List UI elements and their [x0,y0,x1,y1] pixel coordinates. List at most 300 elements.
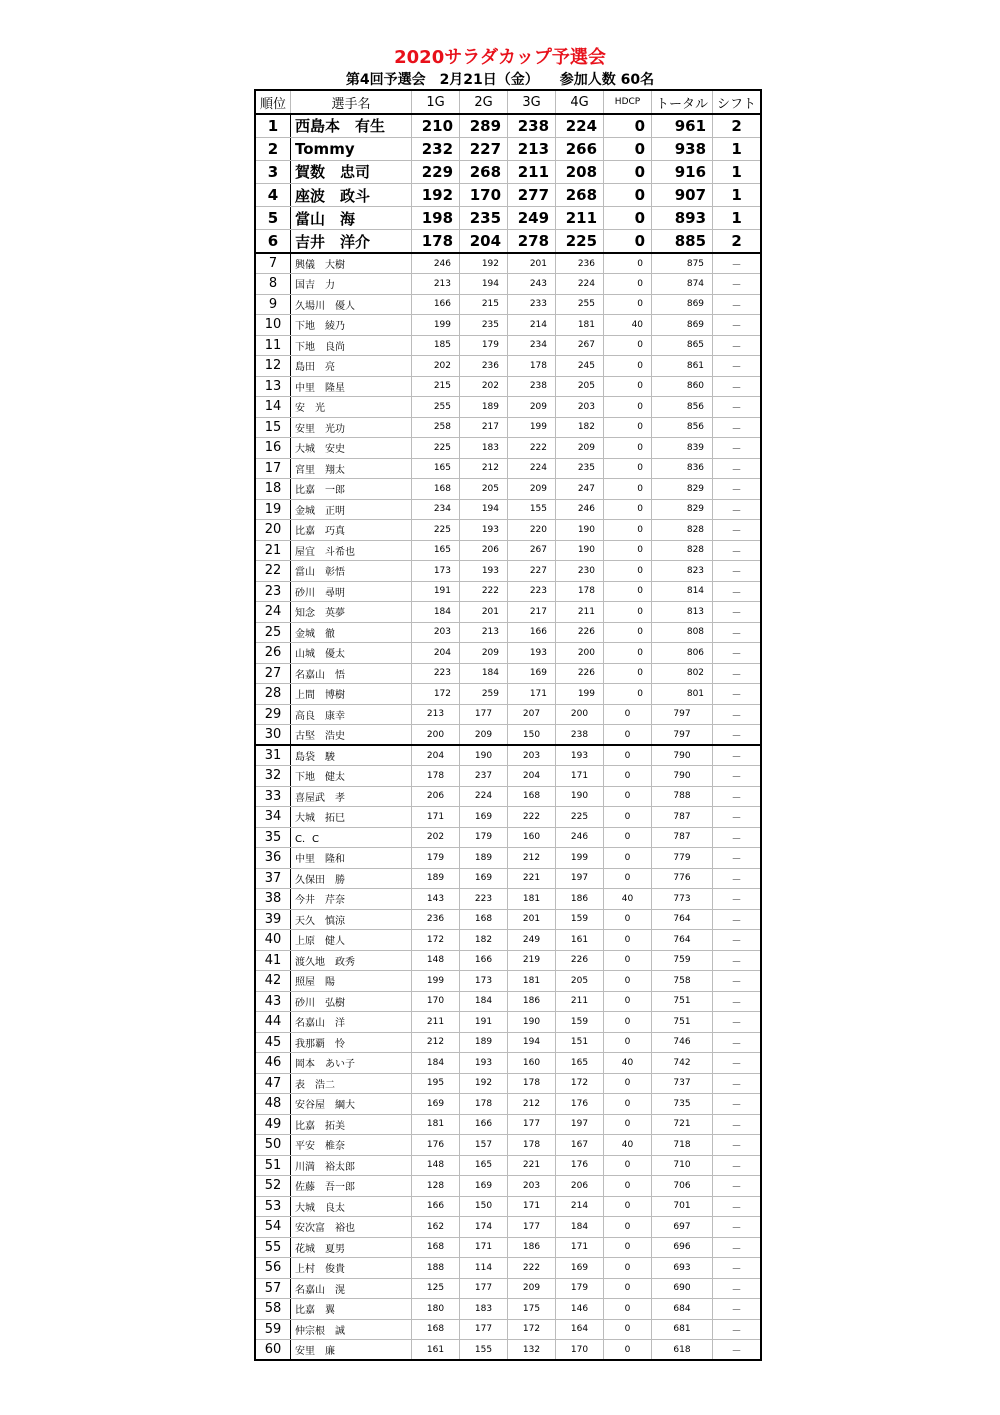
game2-cell: 157 [460,1135,508,1156]
hdcp-cell: 0 [604,1155,652,1176]
shift-cell: － [713,315,762,336]
hdcp-cell: 0 [604,114,652,137]
player-name-cell: 花城 夏男 [291,1237,412,1258]
game4-cell: 246 [556,499,604,520]
rank-cell: 52 [255,1176,291,1197]
game4-cell: 171 [556,1237,604,1258]
game4-cell: 235 [556,458,604,479]
game2-cell: 177 [460,1319,508,1340]
player-name-cell: 天久 慎涼 [291,909,412,930]
shift-cell: － [713,1237,762,1258]
shift-cell: － [713,1073,762,1094]
table-row [255,315,761,336]
game1-cell: 181 [412,1114,460,1135]
player-name-cell: 興儀 大樹 [291,253,412,274]
player-name-cell: 知念 英夢 [291,602,412,623]
game2-cell: 168 [460,909,508,930]
game2-cell: 183 [460,438,508,459]
game4-cell: 186 [556,889,604,910]
hdcp-cell: 0 [604,499,652,520]
shift-cell: － [713,1155,762,1176]
hdcp-cell: 0 [604,1217,652,1238]
shift-cell: － [713,1135,762,1156]
player-name-cell: Tommy [291,137,412,160]
hdcp-cell: 0 [604,971,652,992]
rank-cell: 50 [255,1135,291,1156]
game2-cell: 209 [460,643,508,664]
game4-cell: 247 [556,479,604,500]
shift-cell: － [713,704,762,725]
game2-cell: 165 [460,1155,508,1176]
table-row [255,438,761,459]
game1-cell: 178 [412,766,460,787]
game1-cell: 173 [412,561,460,582]
table-row [255,397,761,418]
game3-cell: 177 [508,1114,556,1135]
game1-cell: 148 [412,1155,460,1176]
game2-cell: 177 [460,704,508,725]
hdcp-cell: 0 [604,684,652,705]
hdcp-cell: 0 [604,356,652,377]
shift-cell: － [713,786,762,807]
game3-cell: 267 [508,540,556,561]
hdcp-cell: 0 [604,1012,652,1033]
rank-cell: 38 [255,889,291,910]
header-2g: 2G [460,90,508,114]
game2-cell: 194 [460,274,508,295]
shift-cell: － [713,438,762,459]
game1-cell: 162 [412,1217,460,1238]
rank-cell: 34 [255,807,291,828]
game2-cell: 212 [460,458,508,479]
game2-cell: 166 [460,1114,508,1135]
game2-cell: 179 [460,827,508,848]
game4-cell: 225 [556,807,604,828]
game1-cell: 246 [412,253,460,274]
game2-cell: 259 [460,684,508,705]
player-name-cell: 島袋 駿 [291,745,412,766]
hdcp-cell: 0 [604,991,652,1012]
player-name-cell: 砂川 尋明 [291,581,412,602]
game2-cell: 183 [460,1299,508,1320]
player-name-cell: 古堅 浩史 [291,725,412,746]
game2-cell: 178 [460,1094,508,1115]
table-row [255,458,761,479]
game4-cell: 170 [556,1340,604,1361]
hdcp-cell: 0 [604,253,652,274]
game1-cell: 195 [412,1073,460,1094]
game2-cell: 166 [460,950,508,971]
game2-cell: 169 [460,868,508,889]
table-row [255,184,761,207]
player-name-cell: 座波 政斗 [291,184,412,207]
game4-cell: 224 [556,274,604,295]
game2-cell: 215 [460,294,508,315]
total-cell: 758 [652,971,713,992]
table-row [255,1340,761,1361]
total-cell: 856 [652,397,713,418]
game2-cell: 169 [460,807,508,828]
table-row [255,827,761,848]
game3-cell: 155 [508,499,556,520]
total-cell: 907 [652,184,713,207]
rank-cell: 27 [255,663,291,684]
table-row [255,725,761,746]
hdcp-cell: 0 [604,137,652,160]
game3-cell: 168 [508,786,556,807]
rank-cell: 17 [255,458,291,479]
table-row [255,643,761,664]
table-row [255,540,761,561]
game3-cell: 201 [508,253,556,274]
total-cell: 865 [652,335,713,356]
game2-cell: 150 [460,1196,508,1217]
game1-cell: 184 [412,1053,460,1074]
game3-cell: 227 [508,561,556,582]
table-row [255,581,761,602]
game3-cell: 209 [508,1278,556,1299]
total-cell: 875 [652,253,713,274]
total-cell: 828 [652,540,713,561]
table-row [255,602,761,623]
player-name-cell: 西島本 有生 [291,114,412,137]
game4-cell: 245 [556,356,604,377]
shift-cell: － [713,1053,762,1074]
shift-cell: － [713,1196,762,1217]
game4-cell: 178 [556,581,604,602]
game4-cell: 164 [556,1319,604,1340]
game2-cell: 177 [460,1278,508,1299]
player-name-cell: 當山 彰悟 [291,561,412,582]
rank-cell: 10 [255,315,291,336]
total-cell: 938 [652,137,713,160]
game1-cell: 202 [412,356,460,377]
player-name-cell: 安里 廉 [291,1340,412,1361]
game3-cell: 171 [508,684,556,705]
shift-cell: － [713,848,762,869]
game4-cell: 197 [556,1114,604,1135]
game1-cell: 148 [412,950,460,971]
hdcp-cell: 0 [604,561,652,582]
total-cell: 797 [652,704,713,725]
player-name-cell: 安 光 [291,397,412,418]
shift-cell: － [713,1094,762,1115]
rank-cell: 12 [255,356,291,377]
game1-cell: 215 [412,376,460,397]
game1-cell: 213 [412,704,460,725]
rank-cell: 36 [255,848,291,869]
game3-cell: 160 [508,1053,556,1074]
game3-cell: 222 [508,1258,556,1279]
shift-cell: 2 [713,230,762,253]
total-cell: 802 [652,663,713,684]
total-cell: 681 [652,1319,713,1340]
game4-cell: 169 [556,1258,604,1279]
game2-cell: 191 [460,1012,508,1033]
game4-cell: 167 [556,1135,604,1156]
shift-cell: － [713,1319,762,1340]
game1-cell: 171 [412,807,460,828]
game3-cell: 175 [508,1299,556,1320]
hdcp-cell: 0 [604,1299,652,1320]
rank-cell: 47 [255,1073,291,1094]
player-name-cell: 上原 健人 [291,930,412,951]
game1-cell: 258 [412,417,460,438]
shift-cell: － [713,1340,762,1361]
table-row [255,1012,761,1033]
shift-cell: － [713,417,762,438]
total-cell: 746 [652,1032,713,1053]
table-row [255,868,761,889]
hdcp-cell: 0 [604,766,652,787]
game3-cell: 178 [508,1073,556,1094]
total-cell: 690 [652,1278,713,1299]
game3-cell: 212 [508,848,556,869]
game2-cell: 217 [460,417,508,438]
game4-cell: 165 [556,1053,604,1074]
total-cell: 860 [652,376,713,397]
player-name-cell: 我那覇 怜 [291,1032,412,1053]
game3-cell: 217 [508,602,556,623]
table-row [255,1278,761,1299]
game4-cell: 236 [556,253,604,274]
game3-cell: 222 [508,438,556,459]
total-cell: 721 [652,1114,713,1135]
total-cell: 697 [652,1217,713,1238]
rank-cell: 6 [255,230,291,253]
game4-cell: 246 [556,827,604,848]
player-name-cell: 平安 椎奈 [291,1135,412,1156]
game3-cell: 207 [508,704,556,725]
hdcp-cell: 0 [604,581,652,602]
hdcp-cell: 0 [604,520,652,541]
player-name-cell: 安里 光功 [291,417,412,438]
rank-cell: 2 [255,137,291,160]
total-cell: 718 [652,1135,713,1156]
game4-cell: 199 [556,848,604,869]
game1-cell: 255 [412,397,460,418]
game2-cell: 155 [460,1340,508,1361]
hdcp-cell: 0 [604,540,652,561]
table-row [255,230,761,253]
table-row [255,479,761,500]
shift-cell: － [713,622,762,643]
game4-cell: 184 [556,1217,604,1238]
table-row [255,704,761,725]
game3-cell: 177 [508,1217,556,1238]
total-cell: 814 [652,581,713,602]
shift-cell: － [713,745,762,766]
game1-cell: 172 [412,930,460,951]
total-cell: 856 [652,417,713,438]
total-cell: 813 [652,602,713,623]
game1-cell: 191 [412,581,460,602]
game1-cell: 202 [412,827,460,848]
shift-cell: － [713,397,762,418]
rank-cell: 25 [255,622,291,643]
game1-cell: 203 [412,622,460,643]
results-table [254,89,762,1361]
rank-cell: 23 [255,581,291,602]
rank-cell: 8 [255,274,291,295]
game4-cell: 267 [556,335,604,356]
player-name-cell: 佐藤 吾一郎 [291,1176,412,1197]
shift-cell: － [713,1278,762,1299]
game1-cell: 184 [412,602,460,623]
table-row [255,160,761,183]
player-name-cell: 比嘉 巧真 [291,520,412,541]
game2-cell: 194 [460,499,508,520]
rank-cell: 33 [255,786,291,807]
table-row [255,1135,761,1156]
player-name-cell: 名嘉山 洋 [291,1012,412,1033]
hdcp-cell: 40 [604,1135,652,1156]
hdcp-cell: 0 [604,848,652,869]
table-row [255,745,761,766]
table-row [255,1217,761,1238]
table-row [255,909,761,930]
game3-cell: 234 [508,335,556,356]
shift-cell: － [713,458,762,479]
game4-cell: 197 [556,868,604,889]
total-cell: 701 [652,1196,713,1217]
game4-cell: 255 [556,294,604,315]
game4-cell: 211 [556,602,604,623]
shift-cell: － [713,376,762,397]
rank-cell: 39 [255,909,291,930]
hdcp-cell: 0 [604,1258,652,1279]
game3-cell: 221 [508,868,556,889]
shift-cell: － [713,663,762,684]
game1-cell: 198 [412,207,460,230]
game4-cell: 190 [556,786,604,807]
game1-cell: 168 [412,1319,460,1340]
game4-cell: 151 [556,1032,604,1053]
player-name-cell: 下地 健太 [291,766,412,787]
game2-cell: 222 [460,581,508,602]
hdcp-cell: 0 [604,207,652,230]
game2-cell: 190 [460,745,508,766]
game1-cell: 168 [412,1237,460,1258]
game3-cell: 209 [508,397,556,418]
rank-cell: 48 [255,1094,291,1115]
hdcp-cell: 0 [604,417,652,438]
game2-cell: 169 [460,1176,508,1197]
table-row [255,499,761,520]
total-cell: 808 [652,622,713,643]
game4-cell: 205 [556,971,604,992]
rank-cell: 49 [255,1114,291,1135]
shift-cell: － [713,1012,762,1033]
game2-cell: 184 [460,991,508,1012]
rank-cell: 37 [255,868,291,889]
total-cell: 790 [652,766,713,787]
game1-cell: 225 [412,438,460,459]
total-cell: 788 [652,786,713,807]
game2-cell: 223 [460,889,508,910]
shift-cell: － [713,930,762,951]
table-row [255,622,761,643]
game2-cell: 213 [460,622,508,643]
hdcp-cell: 0 [604,1094,652,1115]
player-name-cell: 岡本 あい子 [291,1053,412,1074]
game2-cell: 174 [460,1217,508,1238]
game4-cell: 172 [556,1073,604,1094]
rank-cell: 56 [255,1258,291,1279]
hdcp-cell: 0 [604,1196,652,1217]
table-row [255,1053,761,1074]
game1-cell: 165 [412,458,460,479]
rank-cell: 21 [255,540,291,561]
table-row [255,253,761,274]
total-cell: 916 [652,160,713,183]
rank-cell: 11 [255,335,291,356]
game3-cell: 178 [508,356,556,377]
shift-cell: － [713,909,762,930]
rank-cell: 51 [255,1155,291,1176]
hdcp-cell: 0 [604,745,652,766]
player-name-cell: 上村 俊貴 [291,1258,412,1279]
player-name-cell: 比嘉 一郎 [291,479,412,500]
rank-cell: 42 [255,971,291,992]
game3-cell: 238 [508,376,556,397]
total-cell: 737 [652,1073,713,1094]
header-hdcp: HDCP [604,90,652,114]
rank-cell: 57 [255,1278,291,1299]
event-subtitle: 第4回予選会 2月21日（金） 参加人数 60名 [345,72,655,88]
game3-cell: 160 [508,827,556,848]
total-cell: 710 [652,1155,713,1176]
table-row [255,1196,761,1217]
game3-cell: 222 [508,807,556,828]
player-name-cell: 中里 隆星 [291,376,412,397]
player-name-cell: 名嘉山 悟 [291,663,412,684]
game3-cell: 204 [508,766,556,787]
header-player-name: 選手名 [291,90,412,114]
shift-cell: 1 [713,207,762,230]
rank-cell: 41 [255,950,291,971]
game4-cell: 225 [556,230,604,253]
player-name-cell: 渡久地 政秀 [291,950,412,971]
game3-cell: 238 [508,114,556,137]
hdcp-cell: 40 [604,889,652,910]
game3-cell: 186 [508,1237,556,1258]
shift-cell: － [713,1299,762,1320]
shift-cell: 1 [713,137,762,160]
game3-cell: 169 [508,663,556,684]
hdcp-cell: 0 [604,1237,652,1258]
game2-cell: 209 [460,725,508,746]
hdcp-cell: 0 [604,704,652,725]
table-row [255,114,761,137]
table-row [255,294,761,315]
game1-cell: 199 [412,315,460,336]
game3-cell: 181 [508,889,556,910]
game3-cell: 212 [508,1094,556,1115]
game1-cell: 211 [412,1012,460,1033]
shift-cell: － [713,827,762,848]
game1-cell: 180 [412,1299,460,1320]
shift-cell: － [713,1176,762,1197]
game1-cell: 166 [412,294,460,315]
total-cell: 773 [652,889,713,910]
rank-cell: 24 [255,602,291,623]
game1-cell: 185 [412,335,460,356]
hdcp-cell: 0 [604,827,652,848]
player-name-cell: 大城 拓巳 [291,807,412,828]
player-name-cell: 今井 芹奈 [291,889,412,910]
total-cell: 885 [652,230,713,253]
